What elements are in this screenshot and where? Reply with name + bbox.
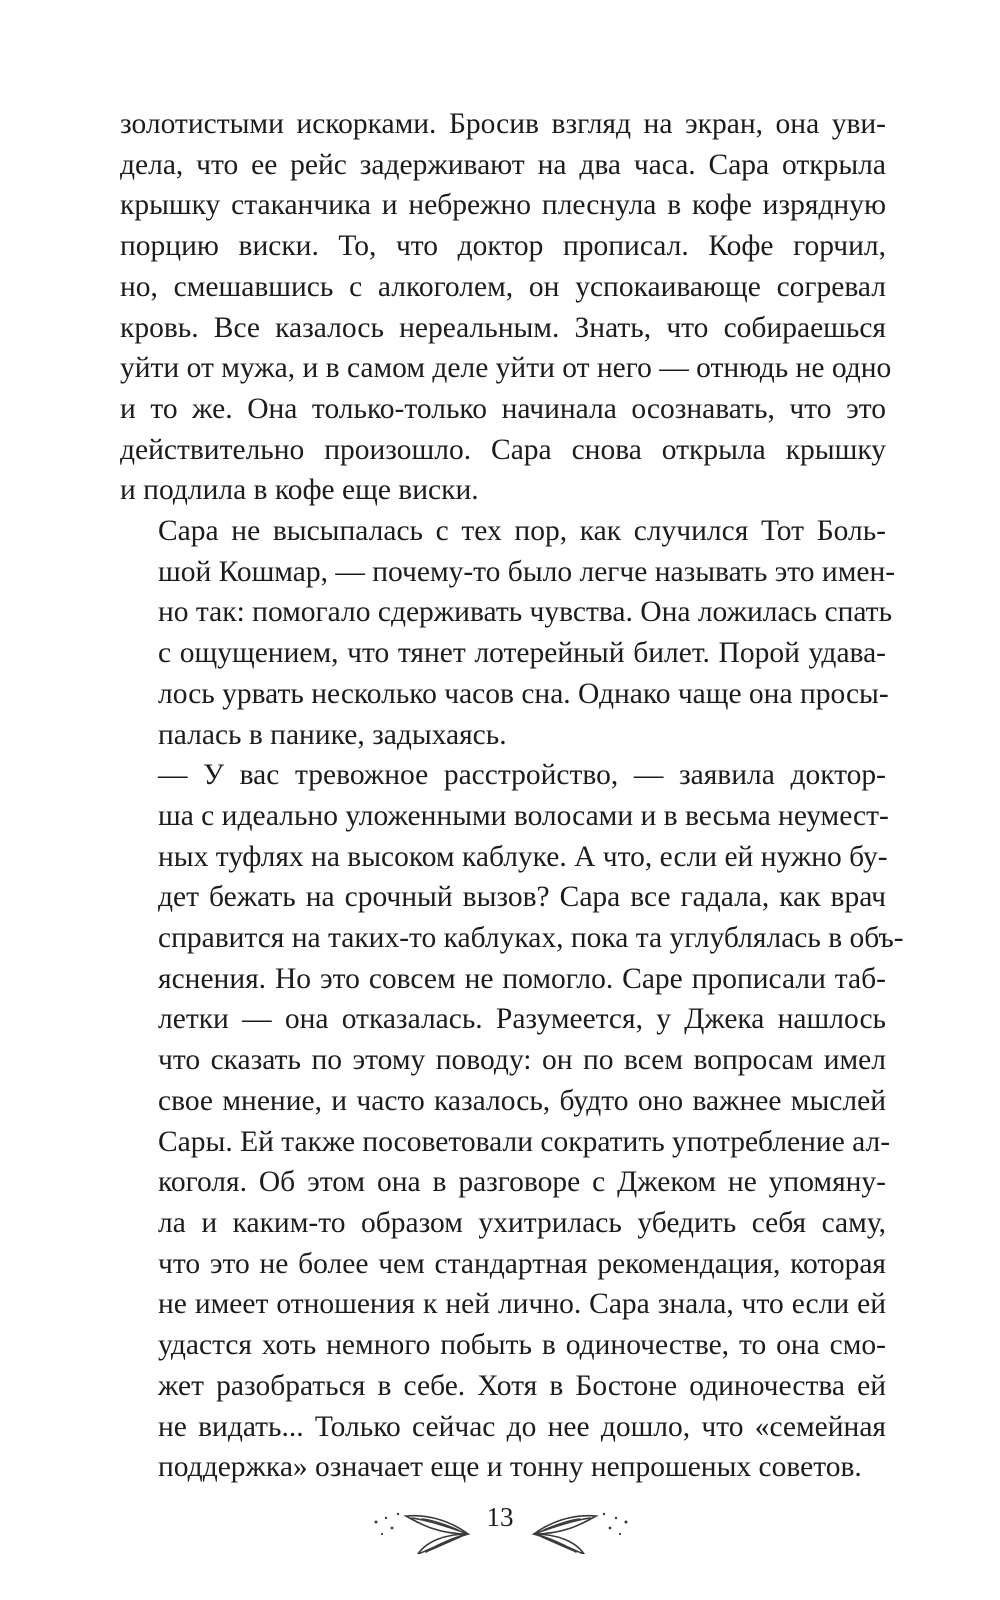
- text-line: уйти от мужа, и в самом деле уйти от него — отнюдь не одно: [120, 352, 892, 385]
- text-line: Сара не высыпалась с тех пор, как случился Тот Боль-: [158, 515, 886, 548]
- text-line: коголя. Об этом она в разговоре с Джеком не упомяну-: [158, 1166, 886, 1199]
- text-line: летки — она отказалась. Разумеется, у Джека нашлось: [158, 1003, 886, 1036]
- text-line: порцию виски. То, что доктор прописал. Кофе горчил,: [120, 230, 886, 263]
- text-line: крышку стаканчика и небрежно плеснула в кофе изрядную: [120, 189, 886, 222]
- text-line: удастся хоть немного побыть в одиночестве, то она смо-: [158, 1329, 886, 1362]
- butterfly-wing-icon: [368, 1494, 472, 1554]
- text-line: что сказать по этому поводу: он по всем вопросам имел: [158, 1044, 886, 1077]
- text-line: — У вас тревожное расстройство, — заявила доктор-: [158, 759, 886, 792]
- text-line: свое мнение, и часто казалось, будто оно важнее мыслей: [158, 1084, 886, 1117]
- text-line: ша с идеально уложенными волосами и в весьма неумест-: [158, 799, 889, 832]
- paragraph: [120, 755, 904, 1488]
- text-line: действительно произошло. Сара снова открыла крышку: [120, 433, 886, 466]
- text-line: шой Кошмар, — почему-то было легче называть это имен-: [158, 555, 896, 588]
- text-line: Сары. Ей также посоветовали сократить употребление ал-: [158, 1125, 891, 1158]
- butterfly-wing-icon: [530, 1494, 634, 1554]
- page-footer: [0, 1494, 1000, 1554]
- text-line: палась в панике, задыхаясь.: [158, 718, 507, 751]
- text-line: дела, что ее рейс задерживают на два часа. Сара открыла: [120, 148, 886, 181]
- body-text: [120, 104, 904, 1488]
- text-line: золотистыми искорками. Бросив взгляд на экран, она уви-: [120, 108, 886, 140]
- text-line: ных туфлях на высоком каблуке. А что, если ей нужно бу-: [158, 840, 888, 873]
- text-line: с ощущением, что тянет лотерейный билет. Порой удава-: [158, 637, 886, 670]
- page-number: 13: [486, 1502, 514, 1532]
- text-line: лось урвать несколько часов сна. Однако чаще она просы-: [158, 677, 889, 710]
- text-line: и то же. Она только-только начинала осознавать, что это: [120, 392, 886, 425]
- text-line: не имеет отношения к ней лично. Сара знала, что если ей: [158, 1288, 886, 1321]
- text-line: ла и каким-то образом ухитрилась убедить себя саму,: [158, 1206, 886, 1239]
- text-line: но, смешавшись с алкоголем, он успокаивающе согревал: [120, 270, 886, 303]
- text-line: дет бежать на срочный вызов? Сара все гадала, как врач: [158, 881, 886, 914]
- text-line: но так: помогало сдерживать чувства. Она ложилась спать: [158, 596, 893, 629]
- text-line: справится на таких-то каблуках, пока та углублялась в объ-: [158, 922, 904, 955]
- text-line: не видать... Только сейчас до нее дошло, что «семейная: [158, 1410, 886, 1443]
- text-line: и подлила в кофе еще виски.: [120, 474, 479, 507]
- paragraph: [120, 104, 892, 511]
- text-line: поддержка» означает еще и тонну непрошеных советов.: [158, 1451, 862, 1484]
- text-line: яснения. Но это совсем не помогло. Саре прописали таб-: [158, 962, 886, 995]
- text-line: что это не более чем стандартная рекомендация, которая: [158, 1247, 886, 1280]
- text-line: кровь. Все казалось нереальным. Знать, что собираешься: [120, 311, 886, 344]
- paragraph: [120, 511, 896, 755]
- text-line: жет разобраться в себе. Хотя в Бостоне одиночества ей: [158, 1369, 886, 1402]
